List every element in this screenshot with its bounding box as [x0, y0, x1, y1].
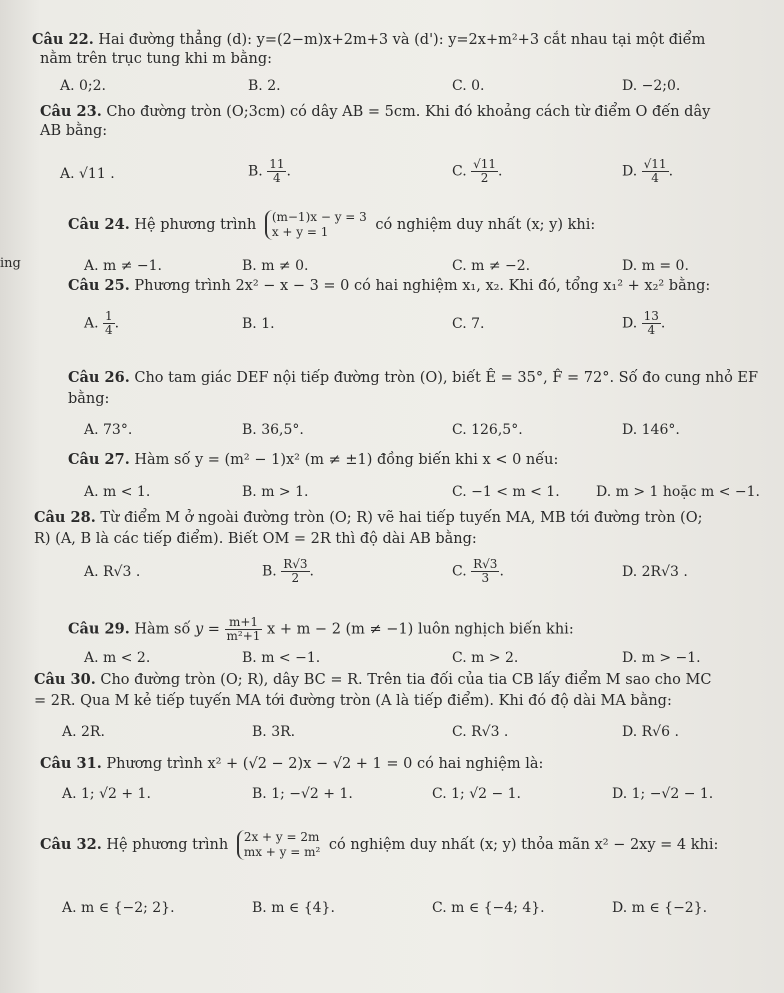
question-text: Cho đường tròn (O;3cm) có dây AB = 5cm. Khi đó khoảng cách từ điểm O đến dây	[106, 104, 711, 120]
cut-off-text: ing	[0, 256, 21, 271]
question-29-options	[0, 650, 784, 672]
option-d[interactable]: D. $\frac{13}{4}$ .	[622, 309, 666, 337]
option-b[interactable]: B. 1.	[242, 316, 275, 332]
option-a[interactable]: A. 2R.	[62, 724, 105, 740]
question-30	[34, 670, 774, 690]
option-d[interactable]: D. m = 0.	[622, 258, 689, 274]
question-number: Câu 26.	[68, 369, 130, 386]
option-a[interactable]: A. 73°.	[84, 422, 133, 438]
option-c[interactable]: C. 0.	[452, 78, 485, 94]
option-d[interactable]: D. m > 1 hoặc m < −1.	[596, 484, 760, 500]
coefficient-fraction: $\frac{m+1}{\text{m²+1}}$	[226, 615, 261, 643]
option-b[interactable]: B. 3R.	[252, 724, 296, 740]
question-number: Câu 30.	[34, 671, 96, 688]
option-a[interactable]: A. 1; √2 + 1.	[62, 786, 151, 802]
equation-system: 2x + y = 2m mx + y = m²	[237, 830, 320, 860]
question-30-options	[0, 724, 784, 746]
option-d[interactable]: D. R√6 .	[622, 724, 679, 740]
option-b[interactable]: B. $\frac{11}{4}$ .	[248, 157, 291, 185]
option-a[interactable]: A. m ∈ {−2; 2}.	[62, 900, 175, 916]
question-28	[34, 508, 774, 528]
question-28-options	[0, 558, 784, 596]
question-22	[32, 30, 772, 50]
question-29: Câu 29. Hàm số y = $\frac{m+1}{\text{m²+1}}$ x + m − 2 (m ≠ −1) luôn nghịch biến khi:	[68, 615, 574, 643]
question-25	[68, 276, 784, 296]
question-number: Câu 23.	[40, 103, 102, 120]
question-27-options	[0, 484, 784, 506]
option-c[interactable]: C. $\frac{√11}{2}$ .	[452, 157, 503, 185]
option-b[interactable]: B. m ≠ 0.	[242, 258, 309, 274]
question-number: Câu 25.	[68, 277, 130, 294]
question-32	[40, 830, 780, 860]
option-c[interactable]: C. 1; √2 − 1.	[432, 786, 522, 802]
option-a[interactable]: A. 0;2.	[60, 78, 106, 94]
question-text: Phương trình 2x² − x − 3 = 0 có hai nghiệm x₁, x₂. Khi đó, tổng x₁² + x₂² bằng:	[134, 278, 711, 294]
option-d[interactable]: D. $\frac{√11}{4}$ .	[622, 157, 674, 185]
question-text: Cho tam giác DEF nội tiếp đường tròn (O), biết Ê = 35°, F̂ = 72°. Số đo cung nhỏ EF	[134, 370, 759, 386]
option-b[interactable]: B. 36,5°.	[242, 422, 304, 438]
option-b[interactable]: B. 1; −√2 + 1.	[252, 786, 353, 802]
question-26-options	[0, 422, 784, 444]
question-number: Câu 22.	[32, 31, 94, 48]
question-23	[40, 102, 780, 122]
option-a[interactable]: A. m < 2.	[84, 650, 151, 666]
question-23-options	[0, 158, 784, 194]
option-a[interactable]: A. √11 .	[60, 166, 115, 182]
question-30-line2: = 2R. Qua M kẻ tiếp tuyến MA tới đường tròn (A là tiếp điểm). Khi đó độ dài MA bằng:	[34, 693, 672, 709]
question-text: Từ điểm M ở ngoài đường tròn (O; R) vẽ hai tiếp tuyến MA, MB tới đường tròn (O;	[100, 510, 703, 526]
question-text: Hàm số	[134, 621, 191, 638]
question-25-options	[0, 310, 784, 346]
option-c[interactable]: C. $\frac{R√3}{3}$ .	[452, 557, 504, 585]
question-text: Hệ phương trình	[134, 217, 257, 233]
question-text-after: x + m − 2 (m ≠ −1) luôn nghịch biến khi:	[267, 621, 574, 638]
question-22-options	[0, 78, 784, 100]
option-d[interactable]: D. 146°.	[622, 422, 680, 438]
question-number: Câu 24.	[68, 216, 130, 233]
option-b[interactable]: B. $\frac{R√3}{2}$ .	[262, 557, 314, 585]
question-31	[40, 754, 780, 774]
question-24	[68, 210, 784, 240]
question-text-after: có nghiệm duy nhất (x; y) thỏa mãn x² − 2xy = 4 khi:	[328, 837, 719, 853]
option-c[interactable]: C. R√3 .	[452, 724, 509, 740]
question-text: Hàm số y = (m² − 1)x² (m ≠ ±1) đồng biến khi x < 0 nếu:	[134, 452, 559, 468]
question-22-line2: nằm trên trục tung khi m bằng:	[40, 51, 273, 67]
question-28-line2: R) (A, B là các tiếp điểm). Biết OM = 2R thì độ dài AB bằng:	[34, 531, 477, 547]
question-32-options	[0, 900, 784, 922]
question-31-options	[0, 786, 784, 808]
option-d[interactable]: D. m ∈ {−2}.	[612, 900, 708, 916]
question-number: Câu 29.	[68, 620, 130, 638]
question-text: Hai đường thẳng (d): y=(2−m)x+2m+3 và (d'): y=2x+m²+3 cắt nhau tại một điểm	[98, 32, 706, 48]
option-b[interactable]: B. m < −1.	[242, 650, 321, 666]
option-b[interactable]: B. m ∈ {4}.	[252, 900, 335, 916]
question-text-after: có nghiệm duy nhất (x; y) khi:	[375, 217, 596, 233]
option-c[interactable]: C. m ≠ −2.	[452, 258, 531, 274]
option-d[interactable]: D. 2R√3 .	[622, 564, 688, 580]
option-c[interactable]: C. 7.	[452, 316, 485, 332]
question-26	[68, 368, 784, 388]
option-b[interactable]: B. 2.	[248, 78, 281, 94]
question-text: Cho đường tròn (O; R), dây BC = R. Trên tia đối của tia CB lấy điểm M sao cho MC	[100, 672, 712, 688]
option-c[interactable]: C. −1 < m < 1.	[452, 484, 560, 500]
option-a[interactable]: A. m ≠ −1.	[84, 258, 163, 274]
equation-system: (m−1)x − y = 3 x + y = 1	[265, 210, 367, 240]
question-text: Phương trình x² + (√2 − 2)x − √2 + 1 = 0 có hai nghiệm là:	[106, 756, 544, 772]
question-number: Câu 31.	[40, 755, 102, 772]
option-a[interactable]: A. $\frac{1}{4}$ .	[84, 309, 120, 337]
question-number: Câu 32.	[40, 836, 102, 853]
option-d[interactable]: D. m > −1.	[622, 650, 701, 666]
option-a[interactable]: A. m < 1.	[84, 484, 151, 500]
question-27	[68, 450, 784, 470]
question-number: Câu 28.	[34, 509, 96, 526]
question-number: Câu 27.	[68, 451, 130, 468]
option-a[interactable]: A. R√3 .	[84, 564, 141, 580]
option-d[interactable]: D. 1; −√2 − 1.	[612, 786, 714, 802]
question-text: Hệ phương trình	[106, 837, 229, 853]
question-23-line2: AB bằng:	[40, 123, 108, 139]
option-c[interactable]: C. m > 2.	[452, 650, 519, 666]
question-26-line2: bằng:	[68, 391, 110, 407]
option-c[interactable]: C. 126,5°.	[452, 422, 523, 438]
option-c[interactable]: C. m ∈ {−4; 4}.	[432, 900, 545, 916]
option-d[interactable]: D. −2;0.	[622, 78, 681, 94]
option-b[interactable]: B. m > 1.	[242, 484, 309, 500]
